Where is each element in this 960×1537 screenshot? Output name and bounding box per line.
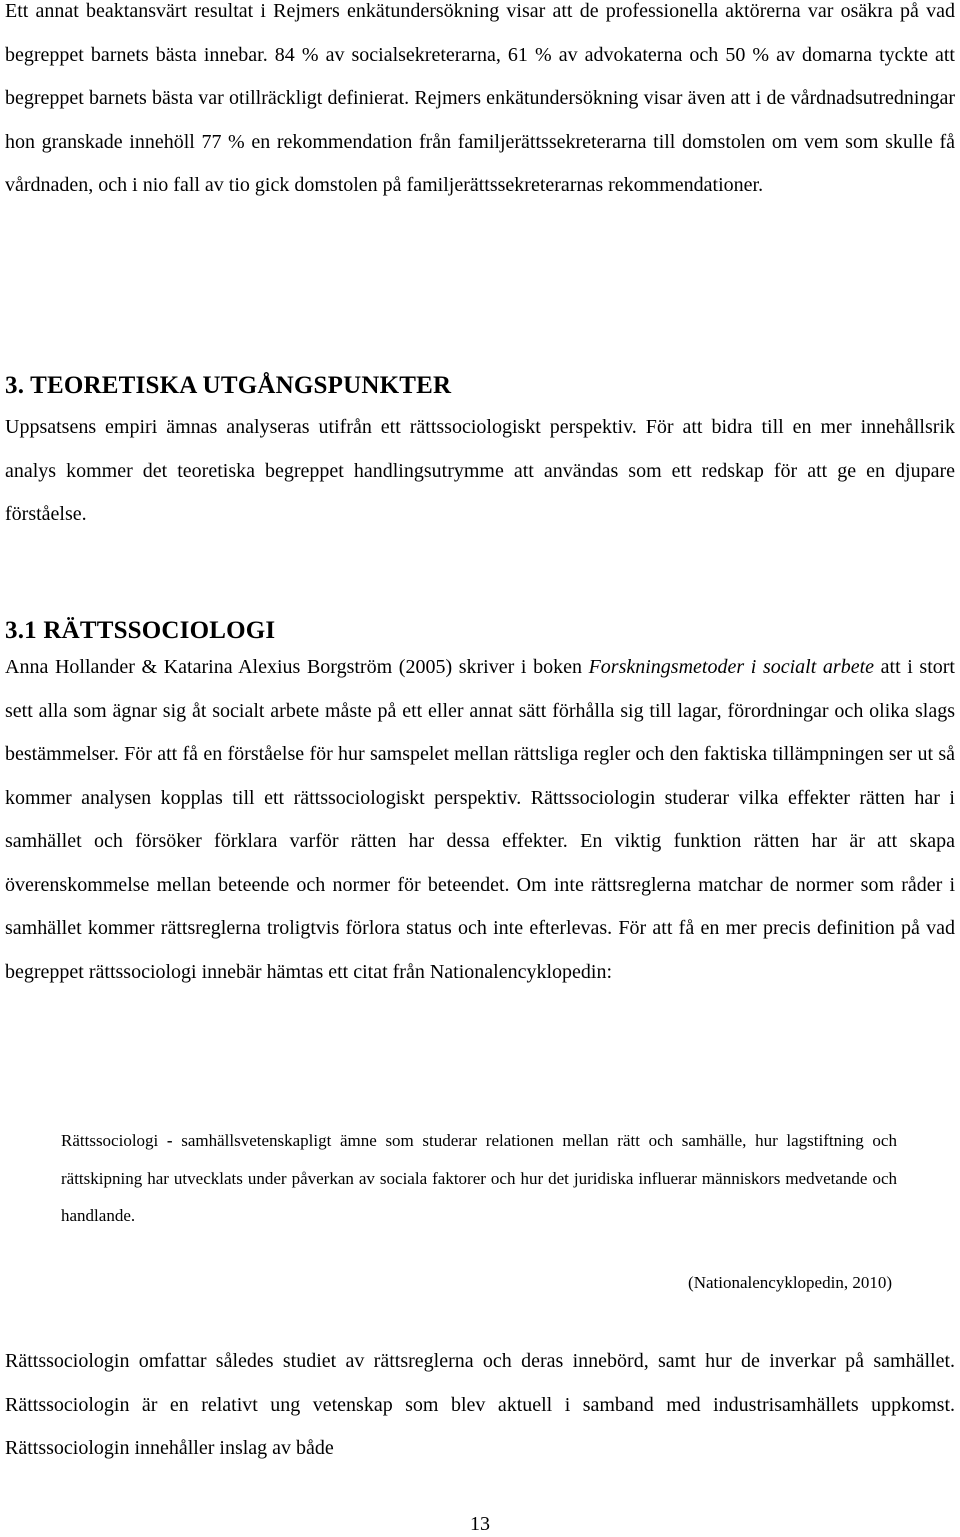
quote-source: (Nationalencyklopedin, 2010) bbox=[688, 1273, 892, 1292]
heading-section-3 bbox=[5, 372, 451, 400]
heading-section-3-1 bbox=[5, 617, 275, 645]
book-title: Forskningsmetoder i socialt arbete bbox=[588, 656, 874, 678]
block-quote bbox=[61, 1122, 897, 1235]
page-number: 13 bbox=[470, 1513, 490, 1535]
quote-definition: samhällsvetenskapligt ämne som studerar relationen mellan rätt och samhälle, hur lagstiftning och rättskipning har utvecklats under påverkan av sociala faktorer och hur det juridiska influerar människors medvetande och handlande. bbox=[61, 1131, 897, 1225]
paragraph-closing: Rättssociologin omfattar således studiet av rättsreglerna och deras innebörd, samt hur de inverkar på samhället. Rättssociologin är en relativt ung vetenskap som blev aktuell i samband med industrisamhällets uppkomst. Rättssociologin innehåller inslag av både bbox=[5, 1350, 955, 1459]
heading-title: RÄTTSSOCIOLOGI bbox=[43, 617, 276, 644]
text-run: att i stort sett alla som ägnar sig åt socialt arbete måste på ett eller annat sätt förhålla sig till lagar, förordningar och olika slags bestämmelser. För att få en förståelse för hur samspelet mellan rättsliga regler och den faktiska tillämpningen ser ut så kommer analysen kopplas till ett rättssociologiskt perspektiv. Rättssociologin studerar vilka effekter rätten har i samhället och försöker förklara varför rätten har dessa effekter. En viktig funktion rätten har är att skapa överenskommelse mellan beteende och normer för beteendet. Om inte rättsreglerna matchar de normer som råder i samhället kommer rättsreglerna troligtvis förlora status och inte efterlevas. För att få en mer precis definition på vad begreppet rättssociologi innebär hämtas ett citat från Nationalencyklopedin: bbox=[5, 656, 955, 983]
quote-term: Rättssociologi bbox=[61, 1131, 159, 1150]
paragraph-rattssociologi bbox=[5, 646, 955, 994]
heading-number: 3.1 bbox=[5, 617, 37, 644]
paragraph-theory: Uppsatsens empiri ämnas analyseras utifrån ett rättssociologiskt perspektiv. För att bidra till en mer innehållsrik analys kommer det teoretiska begreppet handlingsutrymme att användas som ett redskap för att ge en djupare förståelse. bbox=[5, 416, 955, 525]
text-run: Anna Hollander & Katarina Alexius Borgström (2005) skriver i boken bbox=[5, 656, 589, 678]
quote-dash: - bbox=[158, 1131, 182, 1150]
heading-number: 3. bbox=[5, 372, 25, 399]
paragraph-intro: Ett annat beaktansvärt resultat i Rejmers enkätundersökning visar att de professionella aktörerna var osäkra på vad begreppet barnets bästa innebar. 84 % av socialsekreterarna, 61 % av advokaterna och 50 % av domarna tyckte att begreppet barnets bästa var otillräckligt definierat. Rejmers enkätundersökning visar även att i de vårdnadsutredningar hon granskade innehöll 77 % en rekommendation från familjerättssekreterarna till domstolen om vem som skulle få vårdnaden, och i nio fall av tio gick domstolen på familjerättssekreterarnas rekommendationer. bbox=[5, 0, 955, 196]
heading-title: TEORETISKA UTGÅNGSPUNKTER bbox=[30, 372, 452, 399]
